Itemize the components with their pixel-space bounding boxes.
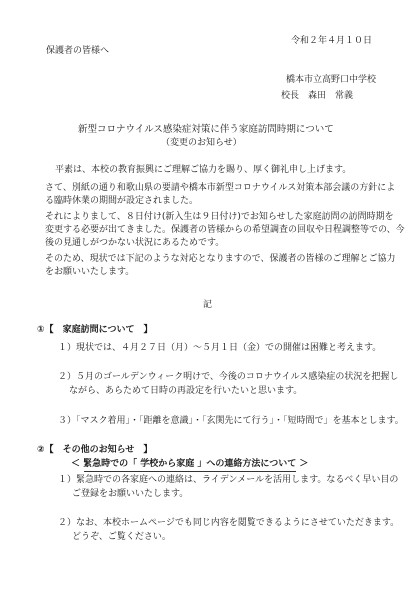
section-1-heading: ①【 家庭訪問について 】 [37,325,153,335]
body-paragraph-3-line-1: それによりまして、８日付け(新入生は９日付け)でお知らせした家庭訪問の訪問時期を [45,212,394,222]
body-paragraph-2-line-1: さて、別紙の通り和歌山県の要請や橋本市新型コロナウイルス対策本部会議の方針によ [45,183,396,193]
section-2-item-2-line-2: どうぞ、ご覧ください。 [72,532,171,542]
section-2-subheading: ＜ 緊急時での「 学校から家庭 」への連絡方法について ＞ [71,459,309,469]
body-paragraph-3-line-2: 変更する必要が出てきました。保護者の皆様からの希望調査の回収や日程調整等での、今 [45,225,405,235]
section-2-item-2-line-1: ２）なお、本校ホームページでも同じ内容を閲覧できるようにさせていただきます。 [58,518,400,528]
document-title: 新型コロナウイルス感染症対策に伴う家庭訪問時期について [78,124,334,135]
recipient-line: 保護者の皆様へ [46,46,110,56]
section-2-heading: ②【 その他のお知らせ 】 [37,445,153,455]
section-2-item-1-line-1: １）緊急時での各家庭への連絡は、ライデンメールを活用します。なるべく早い目の [58,475,399,485]
principal-name: 校長 森田 常義 [281,91,354,101]
body-paragraph-4-line-2: をお願いいたします。 [45,267,135,277]
body-paragraph-1: 平素は、本校の教育振興にご理解ご協力を賜り、厚く御礼申し上げます。 [55,165,352,175]
section-1-item-3: ３）「マスク着用」・「距離を意識」・「玄関先にて行う」・「短時間で」を基本とします。 [58,416,404,426]
document-subtitle: （変更のお知らせ） [161,138,242,148]
section-1-item-2-line-2: ながら、あらためて日時の再設定を行いたいと思います。 [69,386,303,396]
date-line: 令和２年４月１０日 [291,36,373,46]
body-paragraph-3-line-3: 後の見通しがつかない状況にあるためです。 [45,238,225,248]
ki-marker: 記 [203,300,213,310]
section-1-item-2-line-1: ２）５月のゴールデンウィーク明けで、今後のコロナウイルス感染症の状況を把握し [58,372,399,382]
subheading-underline [84,471,296,472]
body-paragraph-2-line-2: る臨時休業の期間が設定されました。 [45,196,199,206]
section-1-item-1: １）現状では、４月２７日（月）～５月１日（金）での開催は困難と考えます。 [58,343,382,353]
section-2-item-1-line-2: ご登録をお願いいたします。 [72,489,189,499]
body-paragraph-4-line-1: そのため、現状では下記のような対応となりますので、保護者の皆様のご理解とご協力 [45,254,396,264]
school-name: 橋本市立高野口中学校 [286,75,377,85]
